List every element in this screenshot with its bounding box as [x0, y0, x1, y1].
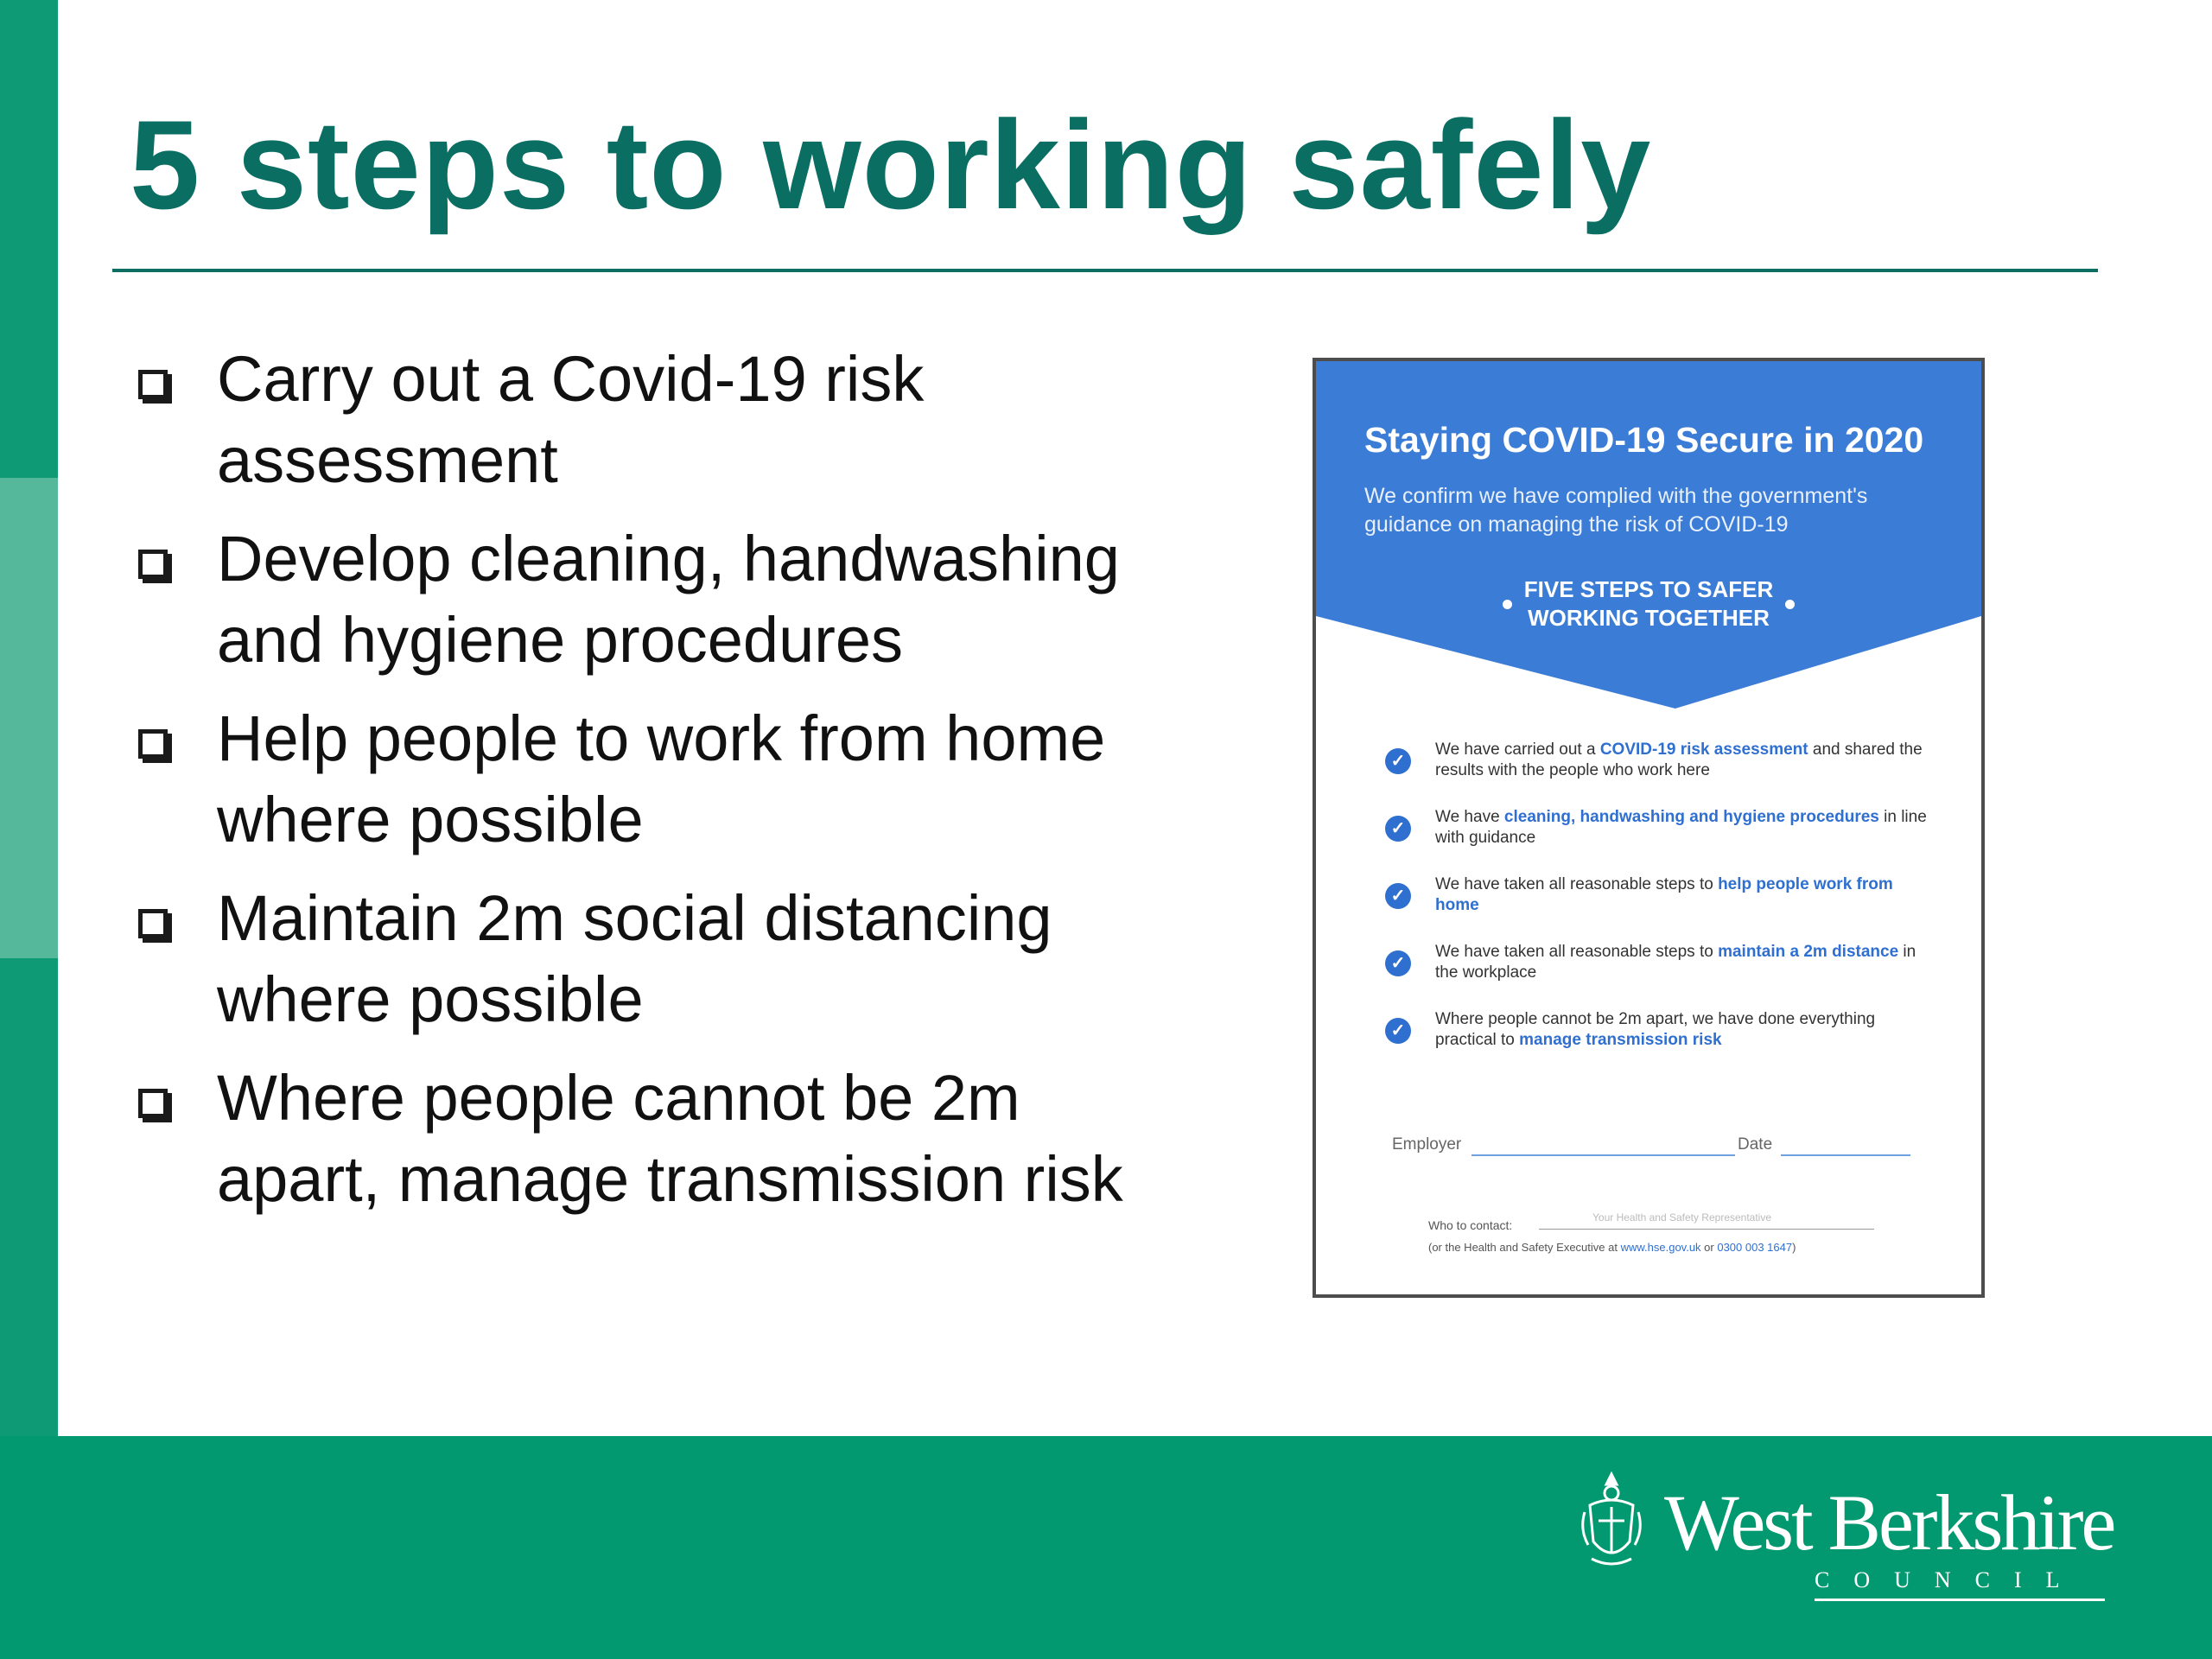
bullet-dot-icon: [1503, 600, 1512, 609]
contact-placeholder: Your Health and Safety Representative: [1592, 1211, 1772, 1224]
left-stripe-bottom: [0, 958, 58, 1436]
check-circle-icon: ✓: [1385, 816, 1411, 842]
check-highlight: help people work from home: [1435, 875, 1893, 914]
contact-line: [1539, 1229, 1874, 1230]
check-text: Where people cannot be 2m apart, we have done everything practical to: [1435, 1010, 1876, 1049]
check-text: We have: [1435, 808, 1504, 826]
bullet-item: [134, 698, 1154, 861]
five-steps-line1: FIVE STEPS TO SAFER: [1523, 576, 1774, 602]
check-circle-icon: ✓: [1385, 1018, 1411, 1044]
left-stripe-middle: [0, 478, 58, 958]
bullet-list: [134, 339, 1154, 1237]
slide-title: 5 steps to working safely: [130, 94, 1652, 235]
check-text: in line with guidance: [1435, 808, 1927, 847]
council-logo-subtitle: COUNCIL: [1815, 1567, 2084, 1592]
contact-label: Who to contact:: [1428, 1218, 1513, 1232]
check-text: We have carried out a: [1435, 741, 1600, 759]
checklist-item: [1385, 1009, 1938, 1077]
poster-subtitle: We confirm we have complied with the government's guidance on managing the risk of COVID-19: [1364, 484, 1868, 537]
bullet-dot-icon: [1785, 600, 1795, 609]
poster-title: Staying COVID-19 Secure in 2020: [1364, 420, 1924, 460]
five-steps-line2: WORKING TOGETHER: [1528, 605, 1770, 631]
check-circle-icon: ✓: [1385, 950, 1411, 976]
checklist-item: [1385, 740, 1938, 807]
bullet-text: Develop cleaning, handwashing and hygiene procedures: [217, 523, 1120, 676]
bullet-item: [134, 518, 1154, 681]
check-circle-icon: ✓: [1385, 883, 1411, 909]
bullet-item: [134, 1058, 1154, 1220]
check-highlight: cleaning, handwashing and hygiene procedures: [1503, 808, 1879, 826]
checkbox-bullet-icon: [138, 909, 168, 938]
bullet-item: [134, 339, 1154, 501]
logo-underline: [1815, 1599, 2105, 1601]
checkbox-bullet-icon: [138, 370, 168, 399]
check-text: We have taken all reasonable steps to: [1435, 943, 1719, 961]
checklist-item: [1385, 942, 1938, 1009]
bullet-text: Maintain 2m social distancing where possible: [217, 882, 1052, 1035]
hse-text: or: [1700, 1241, 1718, 1254]
hse-text: (or the Health and Safety Executive at: [1428, 1241, 1621, 1254]
date-line: [1781, 1154, 1910, 1156]
council-crest-icon: [1578, 1469, 1645, 1571]
checkbox-bullet-icon: [138, 1089, 168, 1118]
checklist-item: [1385, 807, 1938, 874]
council-logo-name: West Berkshire: [1664, 1478, 2114, 1567]
checkbox-bullet-icon: [138, 729, 168, 759]
bullet-item: [134, 878, 1154, 1040]
left-stripe-top: [0, 0, 58, 478]
employer-signature-line: [1471, 1154, 1735, 1156]
check-text: in the workplace: [1435, 943, 1916, 982]
check-text: and shared the results with the people who work here: [1435, 741, 1923, 779]
five-steps-heading: [1316, 575, 1981, 632]
title-divider: [112, 269, 2098, 272]
hse-website: www.hse.gov.uk: [1620, 1241, 1701, 1254]
date-label: Date: [1738, 1135, 1773, 1154]
hse-text: ): [1792, 1241, 1796, 1254]
hse-note: [1428, 1241, 1796, 1254]
bullet-text: Carry out a Covid-19 risk assessment: [217, 343, 925, 496]
check-highlight: maintain a 2m distance: [1718, 943, 1899, 961]
bullet-text: Where people cannot be 2m apart, manage transmission risk: [217, 1062, 1123, 1215]
check-highlight: COVID-19 risk assessment: [1599, 741, 1808, 759]
check-text: We have taken all reasonable steps to: [1435, 875, 1719, 893]
check-circle-icon: ✓: [1385, 748, 1411, 774]
hse-phone: 0300 003 1647: [1717, 1241, 1793, 1254]
bullet-text: Help people to work from home where possible: [217, 702, 1106, 855]
covid-secure-poster: [1313, 358, 1985, 1298]
poster-checklist: [1385, 740, 1938, 1077]
checklist-item: [1385, 874, 1938, 942]
employer-label: Employer: [1392, 1135, 1462, 1154]
check-highlight: manage transmission risk: [1519, 1031, 1722, 1049]
checkbox-bullet-icon: [138, 550, 168, 579]
